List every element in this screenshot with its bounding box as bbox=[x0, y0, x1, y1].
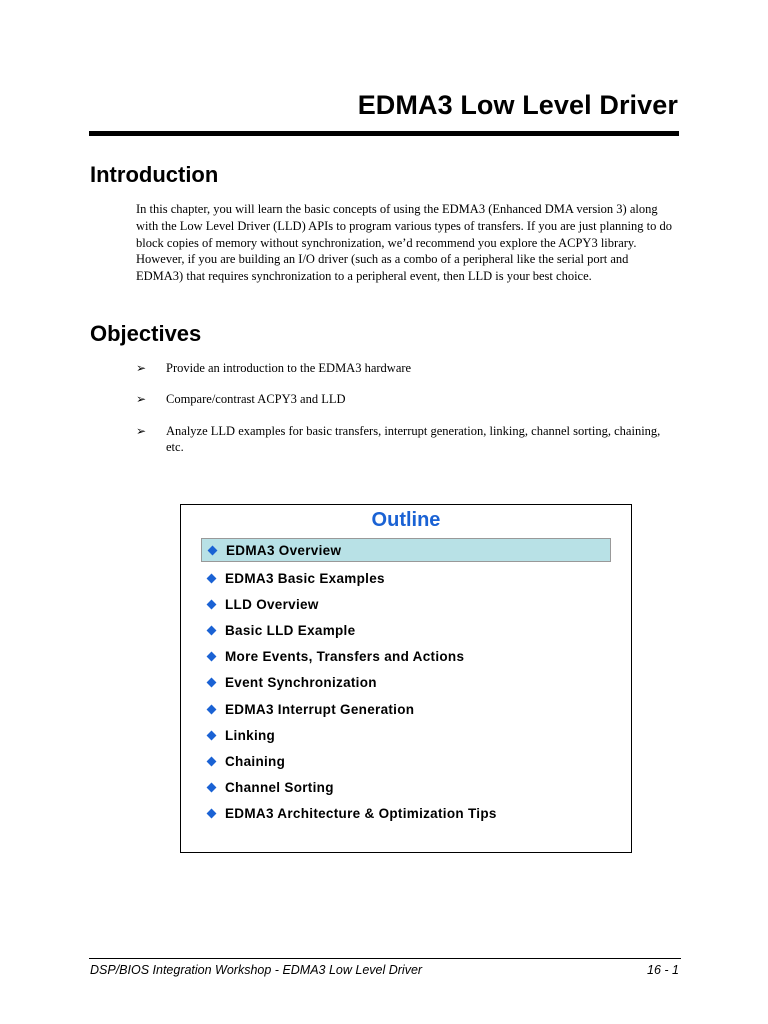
outline-item-label: More Events, Transfers and Actions bbox=[225, 649, 465, 665]
outline-item-more-events bbox=[201, 644, 611, 670]
outline-item-edma3-overview bbox=[201, 538, 611, 562]
outline-title: Outline bbox=[371, 509, 441, 531]
footer-workshop-title: DSP/BIOS Integration Workshop - EDMA3 Low Level Driver bbox=[90, 963, 423, 977]
outline-item-basic-examples bbox=[201, 565, 611, 591]
diamond-bullet-icon bbox=[207, 573, 217, 583]
diamond-bullet-icon bbox=[207, 809, 217, 819]
outline-item-label: EDMA3 Basic Examples bbox=[225, 570, 385, 586]
footer-page-number: 16 - 1 bbox=[647, 963, 679, 977]
diamond-bullet-icon bbox=[207, 626, 217, 636]
outline-box bbox=[180, 504, 632, 853]
outline-list bbox=[201, 538, 611, 827]
objectives-list bbox=[136, 360, 681, 455]
outline-item-basic-lld-example bbox=[201, 617, 611, 643]
outline-item-label: Linking bbox=[225, 727, 276, 743]
objective-text: Provide an introduction to the EDMA3 hardware bbox=[166, 361, 412, 375]
outline-item-interrupt-generation bbox=[201, 696, 611, 722]
outline-item-label: EDMA3 Interrupt Generation bbox=[225, 701, 415, 717]
outline-item-label: EDMA3 Overview bbox=[226, 542, 342, 558]
title-rule bbox=[89, 131, 679, 136]
diamond-bullet-icon bbox=[207, 783, 217, 793]
diamond-bullet-icon bbox=[207, 756, 217, 766]
diamond-bullet-icon bbox=[207, 678, 217, 688]
objective-text: Analyze LLD examples for basic transfers, interrupt generation, linking, channel sorting, chaining, etc. bbox=[166, 424, 661, 454]
outline-item-label: Chaining bbox=[225, 753, 286, 769]
arrow-bullet-icon: ➢ bbox=[136, 361, 147, 375]
outline-item-lld-overview bbox=[201, 591, 611, 617]
diamond-bullet-icon bbox=[207, 730, 217, 740]
outline-item-label: Event Synchronization bbox=[225, 675, 377, 691]
outline-item-label: Basic LLD Example bbox=[225, 622, 356, 638]
introduction-paragraph: In this chapter, you will learn the basic concepts of using the EDMA3 (Enhanced DMA version 3) along with the Low Level Driver (LLD) APIs to program various types of transfers. If you are just planning to do block copies of memory without synchronization, we’d recommend you explore the ACPY3 library. However, if you are building an I/O driver (such as a combo of a peripheral like the serial port and EDMA3) that requires synchronization to a peripheral event, then LLD is your best choice. bbox=[136, 202, 672, 284]
outline-item-chaining bbox=[201, 748, 611, 774]
objectives-heading: Objectives bbox=[90, 321, 202, 346]
introduction-heading: Introduction bbox=[90, 162, 219, 187]
footer-rule bbox=[89, 958, 681, 959]
objective-text: Compare/contrast ACPY3 and LLD bbox=[166, 392, 346, 406]
arrow-bullet-icon: ➢ bbox=[136, 424, 147, 438]
outline-item-event-sync bbox=[201, 670, 611, 696]
outline-item-label: EDMA3 Architecture & Optimization Tips bbox=[225, 806, 497, 822]
outline-item-architecture-tips bbox=[201, 801, 611, 827]
outline-item-channel-sorting bbox=[201, 775, 611, 801]
outline-item-label: Channel Sorting bbox=[225, 780, 334, 796]
arrow-bullet-icon: ➢ bbox=[136, 392, 147, 406]
diamond-bullet-icon bbox=[207, 704, 217, 714]
diamond-bullet-icon bbox=[207, 599, 217, 609]
diamond-bullet-icon bbox=[208, 545, 218, 555]
outline-item-label: LLD Overview bbox=[225, 596, 319, 612]
objective-item bbox=[136, 360, 681, 376]
diamond-bullet-icon bbox=[207, 652, 217, 662]
page-title: EDMA3 Low Level Driver bbox=[357, 90, 678, 120]
outline-item-linking bbox=[201, 722, 611, 748]
objective-item bbox=[136, 423, 681, 455]
objective-item bbox=[136, 391, 681, 407]
